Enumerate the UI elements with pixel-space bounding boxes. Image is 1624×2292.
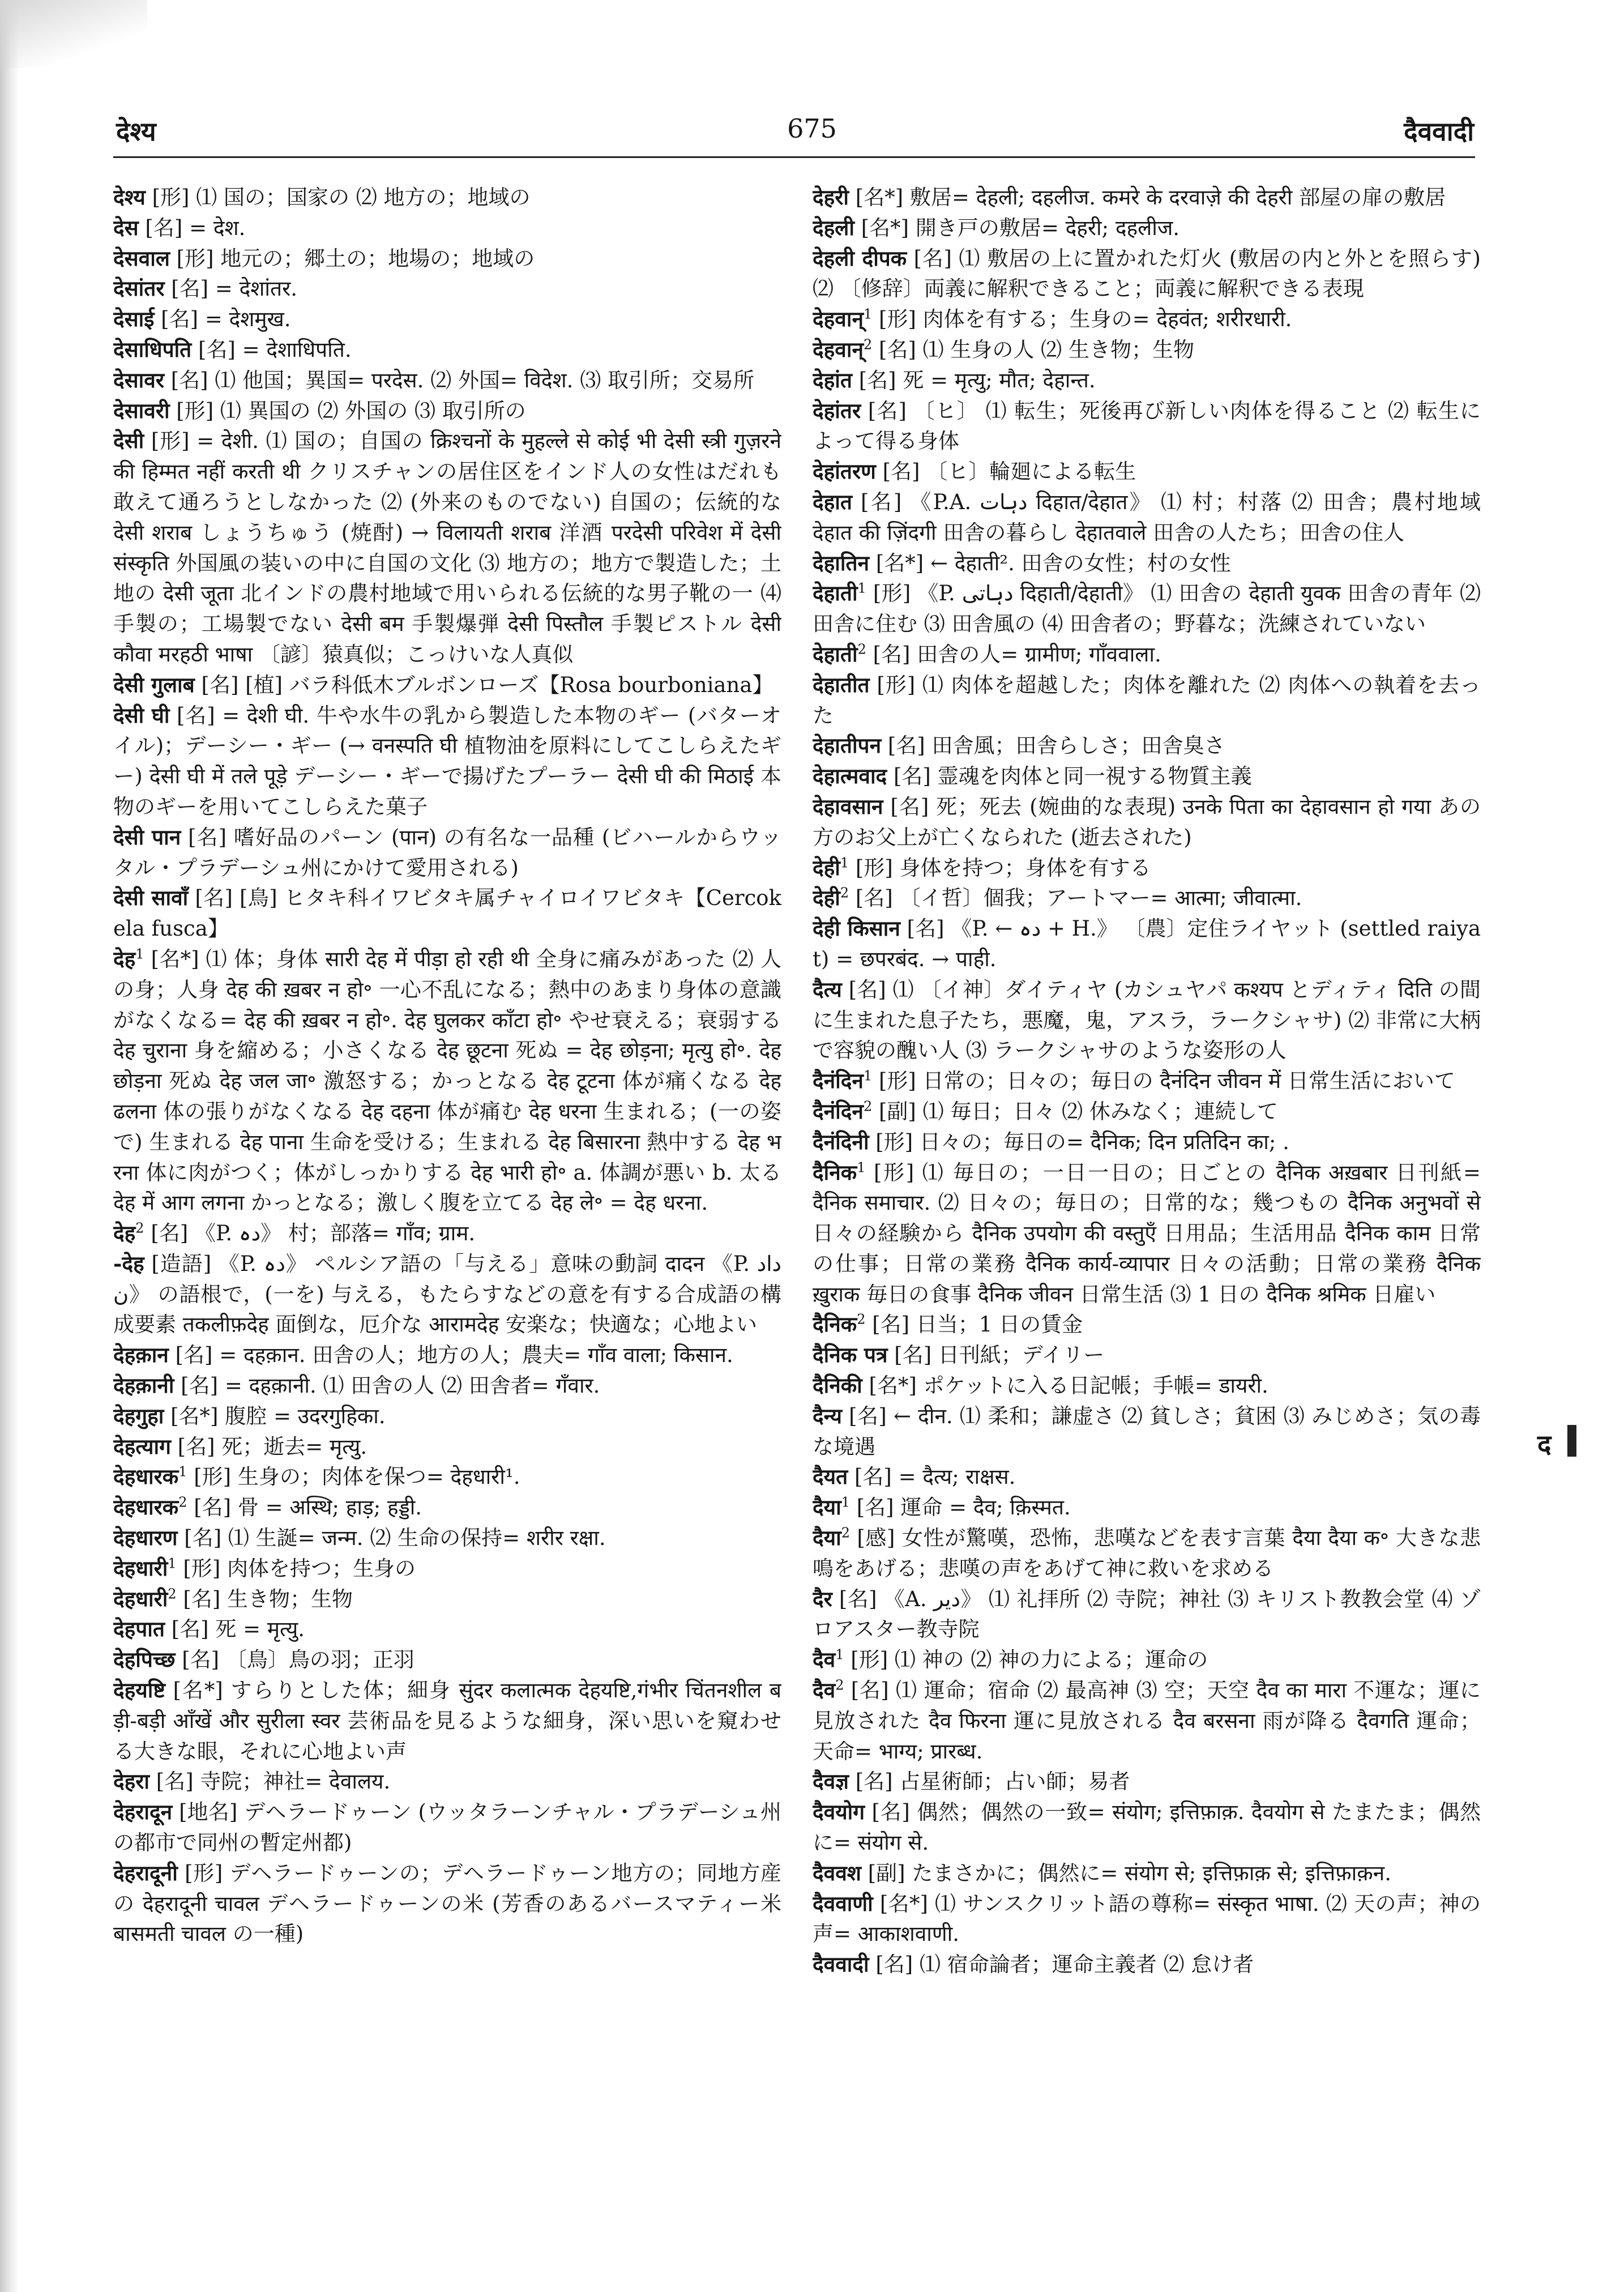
- entry-definition: [形] 生身の；肉体を保つ= देहधारी¹.: [187, 1465, 520, 1489]
- dictionary-entry: [813, 1645, 1481, 1675]
- entry-headword: देहवान्: [813, 306, 864, 332]
- dictionary-entry: [113, 1218, 781, 1249]
- homograph-number: 2: [840, 885, 849, 901]
- dictionary-entry: [813, 487, 1481, 548]
- entry-headword: दैववाणी: [813, 1890, 873, 1916]
- dictionary-entry: [813, 1584, 1481, 1645]
- dictionary-entry: [113, 244, 781, 274]
- entry-headword: दैव: [813, 1678, 836, 1703]
- entry-headword: दैर: [813, 1586, 832, 1611]
- entry-definition: [名] = दहक़ानी. ⑴ 田舎の人 ⑵ 田舎者= गँवार.: [174, 1373, 600, 1398]
- entry-headword: देसी पान: [113, 824, 181, 850]
- entry-headword: दैयत: [813, 1464, 848, 1489]
- dictionary-entry: [113, 1492, 781, 1523]
- entry-definition: [名*] 開き戸の敷居= देहरी; दहलीज.: [854, 215, 1180, 240]
- entry-headword: देसाई: [113, 306, 155, 332]
- entry-headword: देहली दीपक: [813, 245, 907, 271]
- entry-definition: [名] = देशी घी. 牛や水牛の乳から製造した本物のギー (バターオイル)；デーシー・ギー (→ वनस्पति घी 植物油を原料にしてこしらえたギー) देसी घी में तले पूड़े デーシー・ギーで揚げたプーラー देसी घी की मिठाई 本物のギーを用いてこしらえた菓子: [113, 703, 781, 819]
- entry-headword: देसी गुलाब: [113, 672, 195, 697]
- entry-definition: [副] たまさかに；偶然に= संयोग से; इत्तिफ़ाक़ से; इत्तिफ़ाक़न.: [861, 1860, 1391, 1885]
- entry-definition: [名] 〔ヒ〕 ⑴ 転生；死後再び新しい肉体を得ること ⑵ 転生によって得る身体: [813, 398, 1481, 454]
- dictionary-entry: [813, 1309, 1481, 1340]
- entry-definition: [名] 《A. دیر》 ⑴ 礼拝所 ⑵ 寺院；神社 ⑶ キリスト教教会堂 ⑷ ゾロアスター教寺院: [813, 1586, 1481, 1642]
- homograph-number: 1: [840, 855, 849, 871]
- entry-headword: दैया: [813, 1495, 841, 1520]
- dictionary-entry: [113, 1523, 781, 1553]
- entry-definition: [名*] ポケットに入る日記帳；手帳= डायरी.: [862, 1373, 1268, 1398]
- dictionary-entry: [113, 1645, 781, 1675]
- dictionary-entry: [113, 883, 781, 944]
- dictionary-entry: [813, 914, 1481, 975]
- entry-definition: [名] 偶然；偶然の一致= संयोग; इत्तिफ़ाक़. दैवयोग से たまたま；偶然に= संयोग से.: [813, 1800, 1481, 1855]
- dictionary-entry: [113, 1401, 781, 1432]
- scan-corner-shadow: [0, 0, 147, 68]
- entry-definition: [名] ⑴ 運命；宿命 ⑵ 最高神 ⑶ 空；天空 दैव का मारा 不運な；運に見放された दैव फिरना 運に見放される दैव बरसना 雨が降る दैवगति 運命；天命= भाग्य; प्रारब्ध.: [813, 1678, 1481, 1764]
- entry-definition: [名] = देशाधिपति.: [191, 337, 352, 362]
- entry-definition: [名] 寺院；神社= देवालय.: [149, 1769, 391, 1794]
- dictionary-entry: [813, 1949, 1481, 1980]
- homograph-number: 1: [168, 1555, 177, 1572]
- entry-definition: [形] ⑴ 国の；国家の ⑵ 地方の；地域の: [145, 185, 531, 210]
- entry-definition: [名] [植] バラ科低木ブルボンローズ【Rosa bourboniana】: [194, 672, 773, 697]
- dictionary-entry: [113, 1766, 781, 1797]
- entry-headword: दैवज्ञ: [813, 1769, 849, 1794]
- entry-headword: दैत्य: [813, 976, 842, 1002]
- homograph-number: 1: [857, 581, 866, 597]
- dictionary-entry: [113, 1858, 781, 1949]
- entry-definition: [名] = दहक़ान. 田舎の人；地方の人；農夫= गाँव वाला; किसान.: [168, 1343, 733, 1368]
- dictionary-entry: [813, 1766, 1481, 1797]
- dictionary-entry: [813, 578, 1481, 639]
- entry-headword: देहावसान: [813, 793, 883, 819]
- entry-headword: देसाधिपति: [113, 336, 192, 362]
- entry-headword: देसी सावाँ: [113, 885, 189, 911]
- dictionary-entry: [813, 456, 1481, 487]
- entry-headword: देहरादूनी: [113, 1860, 178, 1885]
- entry-headword: दैनंदिन: [813, 1098, 864, 1124]
- entry-headword: देहधारण: [113, 1525, 178, 1551]
- entry-definition: [形] デヘラードゥーンの；デヘラードゥーン地方の；同地方産の देहरादूनी चावल デヘラードゥーンの米 (芳香のあるバースマティー米 बासमती चावल の一種): [113, 1860, 781, 1947]
- scan-edge-shadow: [0, 0, 19, 2292]
- homograph-number: 1: [863, 306, 873, 322]
- entry-definition: [名*] ⑴ 体；身体 सारी देह में पीड़ा हो रही थी 全身に痛みがあった ⑵ 人の身；人身 देह की ख़बर न हो॰ 一心不乱になる；熱中のあまり身体の意識がなくなる= देह की ख़बर न हो॰. देह घुलकर काँटा हो॰ やせ衰える；衰弱する देह चुराना 身を縮める；小さくなる देह छूटना 死ぬ = देह छोड़ना; मृत्यु हो॰. देह छोड़ना 死ぬ देह जल जा॰ 激怒する；かっとなる देह टूटना 体が痛くなる देह ढलना 体の張りがなくなる देह दहना 体が痛む देह धरना 生まれる；(一の姿で) 生まれる देह पाना 生命を受ける；生まれる देह बिसारना 熱中する देह भरना 体に肉がつく；体がしっかりする देह भारी हो॰ a. 体調が悪い b. 太る देह में आग लगना かっとなる；激しく腹を立てる देह ले॰ = देह धरना.: [113, 946, 781, 1215]
- entry-headword: दैनंदिनी: [813, 1129, 869, 1154]
- entry-definition: [名] 霊魂を肉体と同一視する物質主義: [887, 764, 1252, 789]
- entry-definition: [形] 日々の；毎日の= दैनिक; दिन प्रतिदिन का; .: [869, 1129, 1289, 1154]
- entry-definition: [名] 死；逝去= मृत्यु.: [170, 1434, 367, 1459]
- dictionary-entry: [113, 1249, 781, 1340]
- dictionary-entry: [813, 213, 1481, 244]
- dictionary-entry: [113, 1797, 781, 1858]
- entry-headword: दैनंदिन: [813, 1068, 864, 1094]
- homograph-number: 2: [857, 641, 866, 658]
- dictionary-entry: [813, 1340, 1481, 1371]
- entry-definition: [名] 嗜好品のパーン (पान) の有名な一品種 (ビハールからウッタル・プラデーシュ州にかけて愛用される): [113, 825, 781, 880]
- entry-definition: [地名] デヘラードゥーン (ウッタラーンチャル・プラデーシュ州の都市で同州の暫定州都): [113, 1800, 781, 1855]
- homograph-number: 2: [178, 1494, 187, 1510]
- entry-definition: [名] 死；死去 (婉曲的な表現) उनके पिता का देहावसान हो गया あの方のお父上が亡くなられた (逝去された): [813, 794, 1481, 850]
- dictionary-entry: [113, 670, 781, 701]
- dictionary-entry: [113, 274, 781, 304]
- entry-definition: [名] 〔鳥〕鳥の羽；正羽: [175, 1647, 414, 1672]
- entry-definition: [形] ⑴ 異国の ⑵ 外国の ⑶ 取引所の: [169, 398, 526, 423]
- dictionary-entry: [813, 1371, 1481, 1401]
- entry-definition: [名] 田舎風；田舎らしさ；田舎臭さ: [881, 733, 1225, 758]
- entry-headword: देहधारक: [113, 1495, 179, 1520]
- homograph-number: 1: [857, 1159, 866, 1176]
- entry-headword: देह: [113, 1220, 136, 1246]
- dictionary-entry: [813, 1858, 1481, 1889]
- entry-headword: देहयष्टि: [113, 1678, 165, 1703]
- dictionary-entry: [113, 822, 781, 883]
- entry-definition: [名] ⑴ 宿命論者；運命主義者 ⑵ 怠け者: [869, 1952, 1254, 1977]
- dictionary-entry: [813, 1675, 1481, 1766]
- entry-headword: देहक़ान: [113, 1342, 169, 1368]
- dictionary-entry: [813, 548, 1481, 579]
- entry-definition: [名] 〔イ哲〕個我；アートマー= आत्मा; जीवात्मा.: [849, 886, 1302, 911]
- entry-headword: देहांतरण: [813, 459, 876, 484]
- dictionary-entry: [813, 182, 1481, 213]
- thumb-index-bar: [1567, 1425, 1576, 1457]
- entry-headword: देही किसान: [813, 916, 900, 941]
- entry-definition: [名] ⑴ 他国；異国= परदेस. ⑵ 外国= विदेश. ⑶ 取引所；交易所: [164, 368, 754, 392]
- dictionary-entry: [113, 1675, 781, 1766]
- entry-definition: [名] 運命 = दैव; क़िस्मत.: [849, 1495, 1071, 1520]
- entry-definition: [名] 日当；1 日の賃金: [865, 1312, 1083, 1337]
- entry-definition: [名*] ⑴ サンスクリット語の尊称= संस्कृत भाषा. ⑵ 天の声；神の声= आकाशवाणी.: [813, 1891, 1481, 1947]
- entry-headword: दैववादी: [813, 1952, 869, 1977]
- entry-definition: [形] 身体を持つ；身体を有する: [849, 855, 1151, 880]
- dictionary-entry: [113, 426, 781, 669]
- entry-definition: [名] = देश.: [138, 215, 246, 240]
- entry-headword: दैन्य: [813, 1403, 843, 1428]
- dictionary-entry: [113, 213, 781, 244]
- dictionary-entry: [813, 1401, 1481, 1462]
- entry-definition: [名] 《P. دہ》 村；部落= गाँव; ग्राम.: [144, 1221, 476, 1246]
- entry-definition: [名] ⑴ 〔イ神〕ダイティヤ (カシュヤパ कश्यप とディティ दिति の間に生まれた息子たち，悪魔，鬼，アスラ，ラークシャサ) ⑵ 非常に大柄で容貌の醜い人 ⑶ ラークシャサのような姿形の人: [813, 977, 1481, 1063]
- page-number: 675: [787, 113, 837, 144]
- entry-headword: देहाती: [813, 641, 858, 667]
- header-left-guide-word: देश्य: [116, 116, 156, 147]
- dictionary-entry: [813, 244, 1481, 305]
- homograph-number: 2: [168, 1586, 177, 1602]
- entry-headword: देहांतर: [813, 398, 861, 423]
- dictionary-entry: [813, 883, 1481, 914]
- entry-definition: [名] ← दीन. ⑴ 柔和；謙虚さ ⑵ 貧しさ；貧困 ⑶ みじめさ；気の毒な境遇: [813, 1403, 1481, 1459]
- entry-definition: [形] = देशी. ⑴ 国の；自国の क्रिश्चनों के मुहल्ले से कोई भी देसी स्त्री गुज़रने की हिम्मत नहीं करती थी クリスチャンの居住区をインド人の女性はだれも敢えて通ろうとしなかった ⑵ (外来のものでない) 自国の；伝統的な देसी शराब しょうちゅう (焼酎) → विलायती शराब 洋酒 परदेसी परिवेश में देसी संस्कृति 外国風の装いの中に自国の文化 ⑶ 地方の；地方で製造した；土地の देसी जूता 北インドの農村地域で用いられる伝統的な男子靴の一 ⑷ 手製の；工場製でない देसी बम 手製爆弾 देसी पिस्तौल 手製ピストル देसी कौवा मरहठी भाषा 〔諺〕猿真似；こっけいな人真似: [113, 429, 781, 667]
- entry-definition: [名] ⑴ 敷居の上に置かれた灯火 (敷居の内と外とを照らす) ⑵ 〔修辞〕両義に解釈できること；両義に解釈できる表現: [813, 246, 1481, 301]
- entry-definition: [名] 〔ヒ〕輪廻による転生: [875, 459, 1136, 484]
- dictionary-entry: [813, 1492, 1481, 1523]
- entry-definition: [形] 肉体を有する；生身の= देहवंत; शरीरधारी.: [872, 307, 1292, 332]
- dictionary-entry: [113, 944, 781, 1218]
- entry-headword: दैनिक: [813, 1159, 857, 1185]
- dictionary-entry: [113, 335, 781, 365]
- entry-headword: देसी: [113, 428, 144, 454]
- entry-headword: देहली: [813, 215, 854, 240]
- entry-definition: [名] 日刊紙；デイリー: [887, 1343, 1105, 1368]
- dictionary-entry: [813, 731, 1481, 761]
- entry-headword: देहात: [813, 489, 852, 514]
- entry-headword: दैनिकी: [813, 1373, 862, 1398]
- entry-headword: दैववश: [813, 1860, 861, 1885]
- entry-headword: देही: [813, 855, 840, 880]
- entry-definition: [名] ⑴ 生誕= जन्म. ⑵ 生命の保持= शरीर रक्षा.: [177, 1526, 606, 1551]
- homograph-number: 1: [178, 1464, 187, 1480]
- dictionary-entry: [813, 975, 1481, 1066]
- homograph-number: 2: [863, 1098, 873, 1115]
- entry-headword: देही: [813, 885, 840, 911]
- entry-definition: [形] 日常の；日々の；毎日の दैनंदिन जीवन में 日常生活において: [872, 1069, 1455, 1094]
- entry-definition: [名*] すらりとした体；細身 सुंदर कलात्मक देहयष्टि,गंभीर चिंतनशील बड़ी-बड़ी आँखें और सुरीला स्वर 芸術品を見るような細身，深い思いを窺わせる大きな眼，それに心地よい声: [113, 1678, 781, 1764]
- dictionary-entry: [113, 1614, 781, 1645]
- dictionary-entry: [813, 639, 1481, 670]
- homograph-number: 1: [135, 946, 144, 962]
- entry-headword: देसी घी: [113, 702, 170, 728]
- dictionary-entry: [813, 304, 1481, 335]
- entry-headword: देहपिच्छ: [113, 1647, 176, 1672]
- homograph-number: 2: [863, 336, 873, 353]
- homograph-number: 2: [835, 1677, 844, 1693]
- entry-definition: [形] ⑴ 肉体を超越した；肉体を離れた ⑵ 肉体への執着を去った: [813, 672, 1481, 728]
- entry-definition: [名] 死 = मृत्यु; मौत; देहान्त.: [852, 368, 1096, 392]
- thumb-index-letter: द: [1537, 1429, 1552, 1459]
- entry-headword: देहरादून: [113, 1799, 173, 1825]
- entry-headword: देह: [113, 946, 136, 971]
- dictionary-entry: [813, 761, 1481, 792]
- entry-headword: देश्य: [113, 185, 146, 210]
- entry-definition: [名*] 腹腔 = उदरगुहिका.: [164, 1403, 386, 1428]
- entry-definition: [名] 田舎の人= ग्रामीण; गाँववाला.: [866, 642, 1161, 667]
- entry-definition: [感] 女性が驚嘆，恐怖，悲嘆などを表す言葉 दैया दैया क॰ 大きな悲鳴をあげる；悲嘆の声をあげて神に救いを求める: [813, 1526, 1481, 1581]
- entry-definition: [名] 《P.A. دہات दिहात/देहात》 ⑴ 村；村落 ⑵ 田舎；農村地域 देहात की ज़िंदगी 田舎の暮らし देहातवाले 田舎の人たち；田舎の住人: [813, 489, 1481, 545]
- entry-headword: दैनिक: [813, 1312, 857, 1337]
- entry-definition: [名] = देशमुख.: [154, 307, 291, 332]
- entry-headword: देहाती: [813, 581, 858, 606]
- entry-headword: देहरा: [113, 1769, 150, 1794]
- entry-headword: देहातिन: [813, 550, 870, 575]
- entry-definition: [形] ⑴ 神の ⑵ 神の力による；運命の: [844, 1647, 1208, 1672]
- entry-definition: [名] = दैत्य; राक्षस.: [848, 1465, 1016, 1489]
- entry-definition: [名] = देशांतर.: [164, 276, 297, 301]
- left-column: [113, 182, 781, 2250]
- entry-headword: देहात्मवाद: [813, 763, 887, 789]
- dictionary-entry: [813, 1797, 1481, 1858]
- header-rule: [113, 156, 1475, 158]
- dictionary-entry: [813, 1127, 1481, 1158]
- entry-definition: [形] ⑴ 毎日の；一日一日の；日ごとの दैनिक अख़बार 日刊紙= दैनिक समाचार. ⑵ 日々の；毎日の；日常的な；幾つもの दैनिक अनुभवों से 日々の経験から दैनिक उपयोग की वस्तुएँ 日用品；生活用品 दैनिक काम 日常の仕事；日常の業務 दैनिक कार्य-व्यापार 日々の活動；日常の業務 दैनिक ख़ुराक 毎日の食事 दैनिक जीवन 日常生活 ⑶ 1 日の दैनिक श्रमिक 日雇い: [813, 1160, 1481, 1307]
- header-right-guide-word: दैववादी: [1404, 116, 1474, 147]
- entry-headword: दैव: [813, 1647, 836, 1672]
- entry-headword: देहधारी: [113, 1586, 168, 1611]
- dictionary-entry: [113, 1462, 781, 1492]
- entry-definition: [名*] ← देहाती². 田舎の女性；村の女性: [869, 550, 1231, 575]
- entry-definition: [名] ⑴ 生身の人 ⑵ 生き物；生物: [872, 337, 1194, 362]
- entry-headword: देसांतर: [113, 276, 165, 301]
- entry-headword: देहातीत: [813, 672, 870, 697]
- entry-headword: देहवान्: [813, 336, 864, 362]
- entry-headword: देसावरी: [113, 398, 170, 423]
- entry-headword: दैया: [813, 1525, 841, 1551]
- dictionary-entry: [813, 1462, 1481, 1492]
- entry-headword: देहांत: [813, 367, 852, 392]
- entry-definition: [名] 死 = मृत्यु.: [164, 1617, 305, 1642]
- entry-definition: [形] 《P. دہاتی दिहाती/देहाती》 ⑴ 田舎の देहाती युवक 田舎の青年 ⑵ 田舎に住む ⑶ 田舎風の ⑷ 田舎者の；野暮な；洗練されていない: [813, 581, 1481, 637]
- dictionary-entry: [813, 853, 1481, 883]
- dictionary-entry: [813, 1889, 1481, 1950]
- entry-headword: देहक़ानी: [113, 1373, 174, 1398]
- right-column: [813, 182, 1481, 2250]
- dictionary-entry: [113, 182, 781, 213]
- dictionary-entry: [113, 1584, 781, 1615]
- entry-headword: देहपात: [113, 1616, 165, 1642]
- dictionary-entry: [813, 1158, 1481, 1310]
- entry-definition: [名] 生き物；生物: [176, 1586, 353, 1611]
- entry-definition: [形] 肉体を持つ；生身の: [176, 1556, 416, 1581]
- homograph-number: 1: [863, 1068, 873, 1084]
- entry-definition: [造語] 《P. دہ》 ペルシア語の「与える」意味の動詞 दादन 《P. دادن》 の語根で，(一を) 与える，もたらすなどの意を有する合成語の構成要素 तकलीफ़देह 面倒な，厄介な आरामदेह 安楽な；快適な；心地よい: [113, 1251, 781, 1337]
- dictionary-entry: [813, 396, 1481, 457]
- dictionary-entry: [113, 1340, 781, 1371]
- dictionary-entry: [813, 670, 1481, 731]
- dictionary-entry: [113, 1371, 781, 1401]
- dictionary-entry: [113, 701, 781, 822]
- entry-headword: दैनिक पत्र: [813, 1342, 888, 1368]
- entry-headword: देहातीपन: [813, 733, 882, 758]
- entry-definition: [名] [鳥] ヒタキ科イワビタキ属チャイロイワビタキ【Cercokela fusca】: [113, 886, 781, 941]
- entry-headword: देहत्याग: [113, 1433, 171, 1459]
- dictionary-entry: [113, 304, 781, 335]
- entry-headword: देहधारक: [113, 1464, 179, 1489]
- entry-definition: [名] 《P. ← دہ + H.》 〔農〕定住ライヤット (settled raiyat) = छपरबंद. → पाही.: [813, 916, 1481, 971]
- homograph-number: 2: [135, 1220, 144, 1236]
- entry-headword: देसावर: [113, 367, 164, 392]
- entry-headword: देसवाल: [113, 245, 170, 271]
- dictionary-entry: [813, 792, 1481, 853]
- entry-headword: दैवयोग: [813, 1799, 865, 1825]
- dictionary-entry: [113, 1553, 781, 1584]
- dictionary-entry: [813, 1066, 1481, 1096]
- dictionary-entry: [113, 365, 781, 396]
- entry-definition: [名] 骨 = अस्थि; हाड़; हड्डी.: [187, 1495, 422, 1520]
- homograph-number: 2: [857, 1312, 866, 1328]
- dictionary-entry: [813, 365, 1481, 396]
- entry-definition: [形] 地元の；郷土の；地場の；地域の: [169, 246, 535, 271]
- dictionary-entry: [113, 1432, 781, 1462]
- entry-headword: देहगुहा: [113, 1403, 164, 1428]
- entry-definition: [名] 占星術師；占い師；易者: [848, 1769, 1130, 1794]
- homograph-number: 1: [835, 1646, 844, 1663]
- dictionary-entry: [813, 335, 1481, 365]
- entry-headword: -देह: [113, 1250, 144, 1276]
- entry-headword: देहरी: [813, 185, 849, 210]
- entry-definition: [副] ⑴ 毎日；日々 ⑵ 休みなく；連続して: [872, 1099, 1278, 1124]
- dictionary-entry: [113, 396, 781, 426]
- dictionary-entry: [813, 1096, 1481, 1127]
- homograph-number: 1: [841, 1494, 850, 1510]
- dictionary-entry: [813, 1523, 1481, 1584]
- entry-headword: देहधारी: [113, 1555, 168, 1581]
- entry-definition: [名*] 敷居= देहली; दहलीज. कमरे के दरवाज़े की देहरी 部屋の扉の敷居: [849, 185, 1446, 210]
- homograph-number: 2: [841, 1525, 850, 1541]
- entry-headword: देस: [113, 215, 139, 240]
